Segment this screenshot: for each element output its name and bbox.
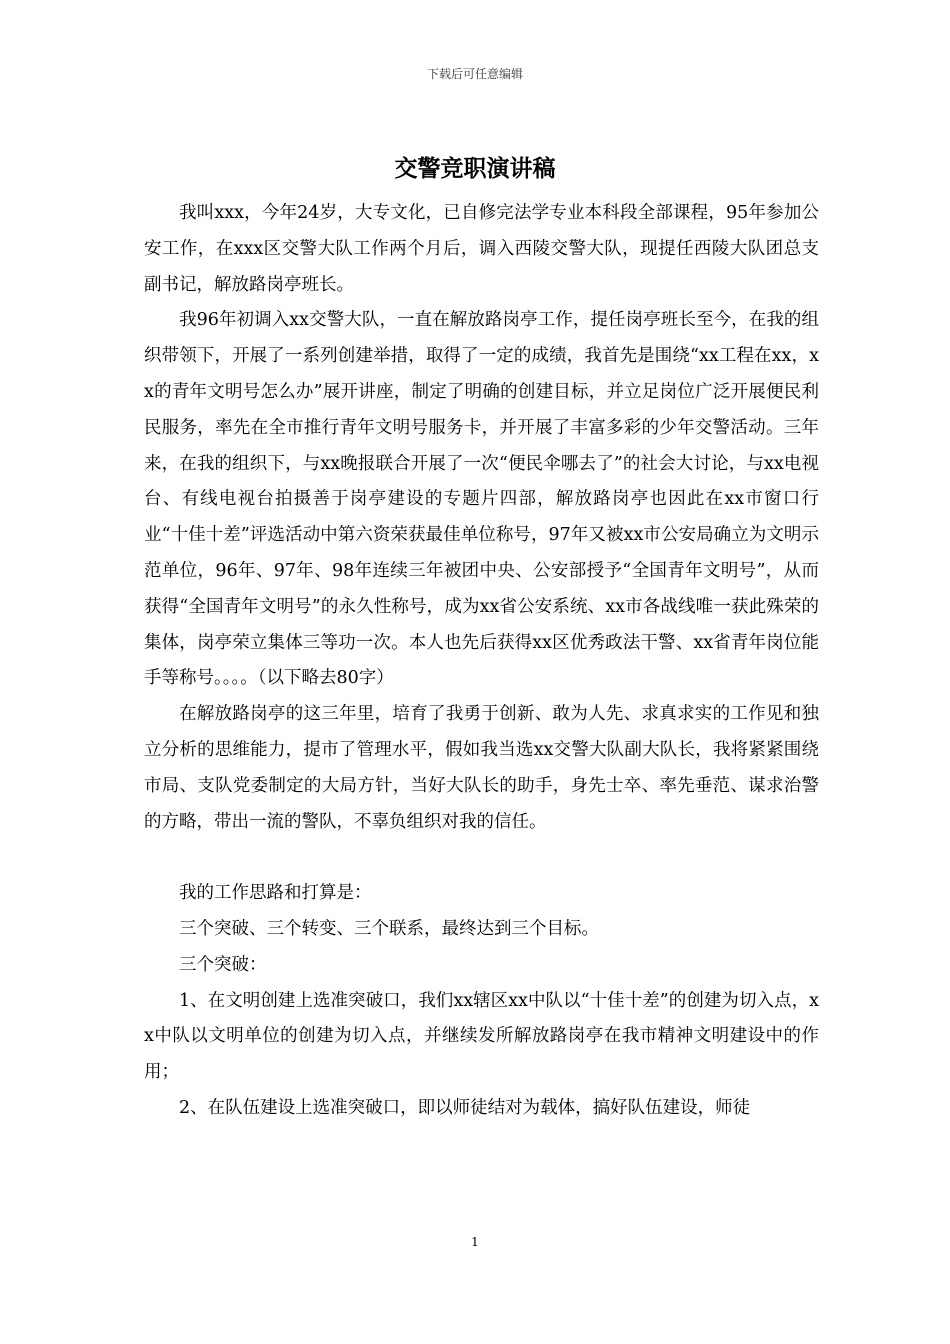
page-number: 1: [471, 1235, 479, 1249]
document-body: [144, 196, 819, 1127]
document-title: 交警竞职演讲稿: [394, 155, 556, 182]
paragraph-achievements: 我96年初调入xx交警大队，一直在解放路岗亭工作，提任岗亭班长至今，在我的组织带领下，开展了一系列创建举措，取得了一定的成绩，我首先是围绕“xx工程在xx，xx的青年文明号怎么办”展开讲座，制定了明确的创建目标，并立足岗位广泛开展便民利民服务，率先在全市推行青年文明号服务卡，并开展了丰富多彩的少年交警活动。三年来，在我的组织下，与xx晚报联合开展了一次“便民伞哪去了”的社会大讨论，与xx电视台、有线电视台拍摄善于岗亭建设的专题片四部，解放路岗亭也因此在xx市窗口行业“十佳十差”评选活动中第六资荣获最佳单位称号，97年又被xx市公安局确立为文明示范单位，96年、97年、98年连续三年被团中央、公安部授予“全国青年文明号”，从而获得“全国青年文明号”的永久性称号，成为xx省公安系统、xx市各战线唯一获此殊荣的集体，岗亭荣立集体三等功一次。本人也先后获得xx区优秀政法干警、xx省青年岗位能手等称号。。。。（以下略去80字）: [144, 310, 819, 689]
paragraph-commitment: 在解放路岗亭的这三年里，培育了我勇于创新、敢为人先、求真求实的工作见和独立分析的思维能力，提市了管理水平，假如我当选xx交警大队副大队长，我将紧紧围绕市局、支队党委制定的大局方针，当好大队长的助手，身先士卒、率先垂范、谋求治警的方略，带出一流的警队，不辜负组织对我的信任。: [144, 704, 819, 832]
paragraph-breakthrough-1: 1、在文明创建上选准突破口，我们xx辖区xx中队以“十佳十差”的创建为切入点，xx中队以文明单位的创建为切入点，并继续发所解放路岗亭在我市精神文明建设中的作用；: [144, 990, 819, 1083]
paragraph-breakthrough-2: 2、在队伍建设上选准突破口，即以师徒结对为载体，搞好队伍建设，师徒: [179, 1097, 751, 1118]
page-header-note: 下载后可任意编辑: [426, 67, 523, 81]
paragraph-plan-summary: 三个突破、三个转变、三个联系，最终达到三个目标。: [179, 918, 599, 939]
paragraph-breakthroughs-heading: 三个突破：: [179, 954, 267, 975]
paragraph-work-plan-intro: 我的工作思路和打算是：: [179, 883, 372, 904]
paragraph-intro: 我叫xxx，今年24岁，大专文化，已自修完法学专业本科段全部课程，95年参加公安工作，在xxx区交警大队工作两个月后，调入西陵交警大队，现提任西陵大队团总支副书记，解放路岗亭班长。: [144, 203, 819, 295]
